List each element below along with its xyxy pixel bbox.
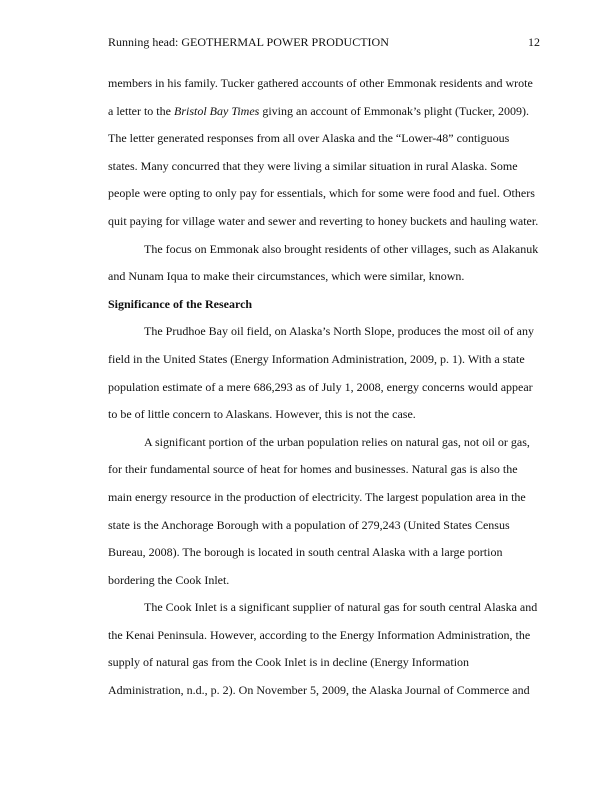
document-body [108, 70, 548, 705]
text-line: population estimate of a mere 686,293 as of July 1, 2008, energy concerns would appear [108, 379, 533, 394]
text-line: quit paying for village water and sewer and reverting to honey buckets and hauling water. [108, 213, 539, 228]
text-line: field in the United States (Energy Information Administration, 2009, p. 1). With a state [108, 351, 525, 366]
running-head: Running head: GEOTHERMAL POWER PRODUCTION [108, 35, 389, 49]
text-line: and Nunam Iqua to make their circumstances, which were similar, known. [108, 269, 465, 284]
text-line: bordering the Cook Inlet. [108, 572, 230, 587]
newspaper-title: Bristol Bay Times [173, 103, 260, 118]
text-line [108, 98, 548, 126]
text-line: states. Many concurred that they were living a similar situation in rural Alaska. Some [108, 158, 518, 173]
text-line: Bureau, 2008). The borough is located in south central Alaska with a large portion [108, 545, 503, 560]
text-line: A significant portion of the urban population relies on natural gas, not oil or gas, [144, 434, 530, 449]
text-segment: a letter to the [108, 103, 174, 118]
text-line: the Kenai Peninsula. However, according to the Energy Information Administration, the [108, 627, 531, 642]
section-heading: Significance of the Research [108, 296, 253, 311]
text-line: The letter generated responses from all over Alaska and the “Lower-48” contiguous [108, 131, 510, 146]
text-line: state is the Anchorage Borough with a population of 279,243 (United States Census [108, 517, 510, 532]
text-line: The focus on Emmonak also brought residents of other villages, such as Alakanuk [144, 241, 539, 256]
text-line: members in his family. Tucker gathered accounts of other Emmonak residents and wrote [108, 76, 533, 90]
text-line: for their fundamental source of heat for homes and businesses. Natural gas is also the [108, 462, 518, 477]
page-number: 12 [528, 35, 540, 49]
text-line: Administration, n.d., p. 2). On November 5, 2009, the Alaska Journal of Commerce and [108, 683, 530, 698]
text-segment: giving an account of Emmonak’s plight (Tucker, 2009). [259, 103, 530, 118]
text-line: The Prudhoe Bay oil field, on Alaska’s North Slope, produces the most oil of any [144, 324, 534, 339]
text-line: to be of little concern to Alaskans. However, this is not the case. [108, 407, 416, 422]
text-line: supply of natural gas from the Cook Inlet is in decline (Energy Information [108, 655, 470, 670]
text-line: The Cook Inlet is a significant supplier of natural gas for south central Alaska and [144, 600, 538, 615]
page-header [108, 35, 540, 50]
text-line: main energy resource in the production of electricity. The largest population area in the [108, 489, 526, 504]
text-line: people were opting to only pay for essentials, which for some were food and fuel. Others [108, 186, 535, 201]
